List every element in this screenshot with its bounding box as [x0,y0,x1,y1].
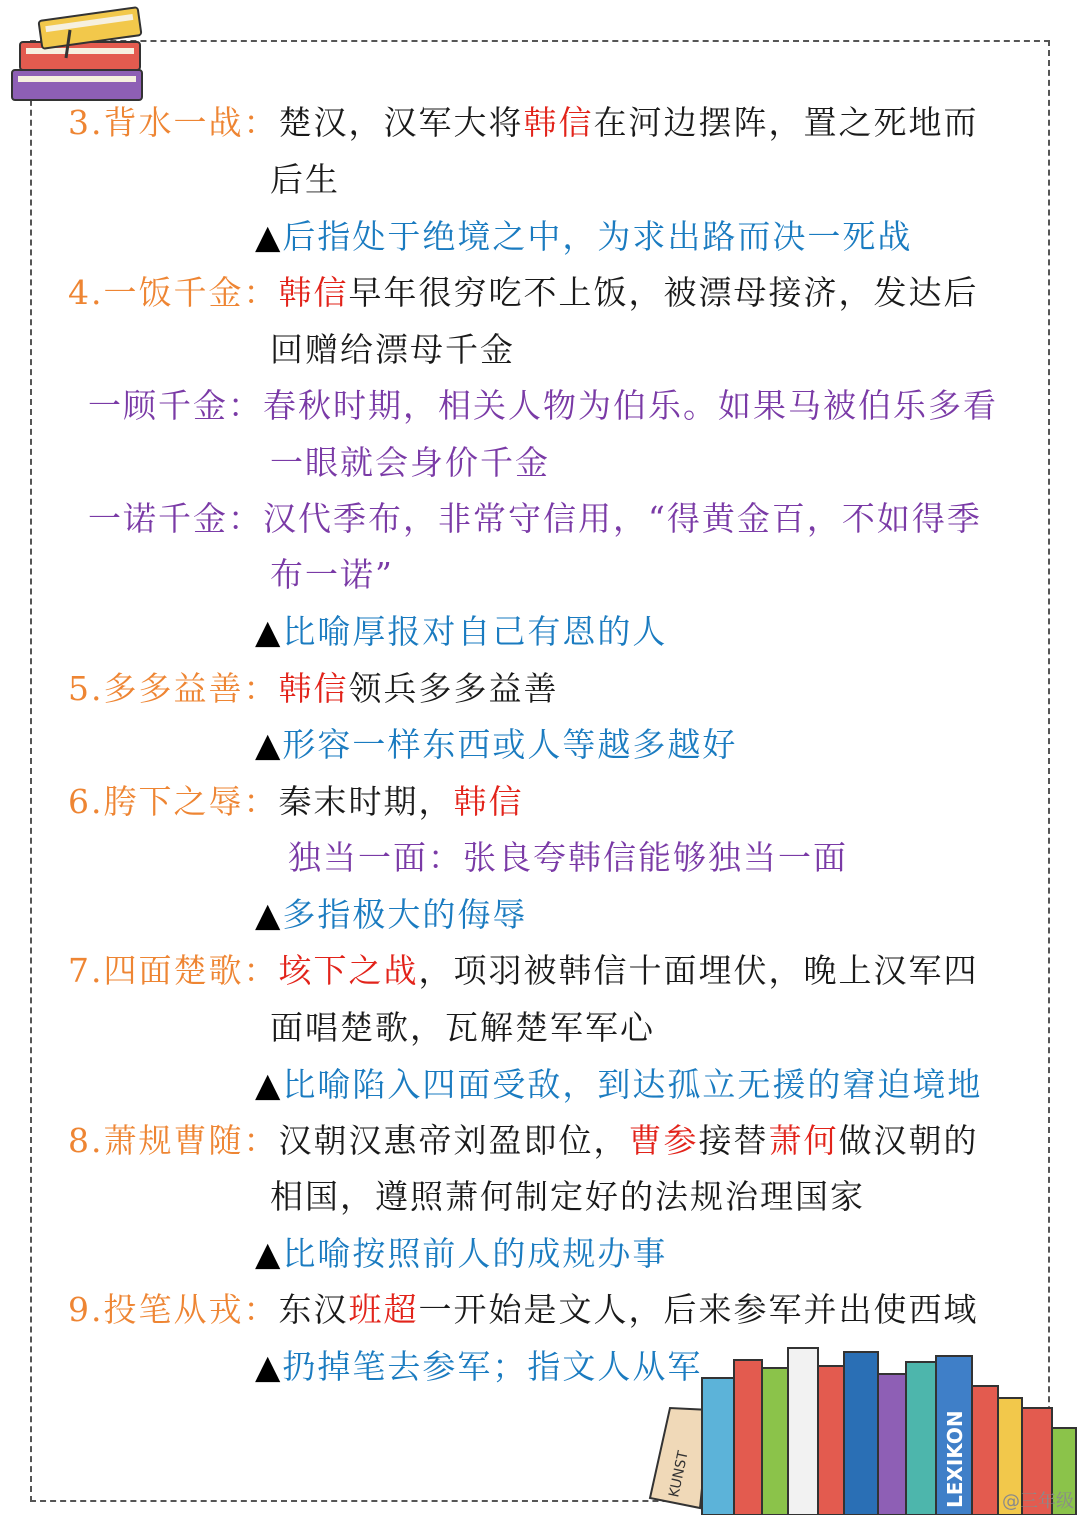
triangle-icon: ▲ [255,1065,283,1104]
event-name: 垓下之战 [278,951,419,990]
entry-6-line-1: 6.胯下之辱：秦末时期，韩信 [68,782,524,821]
idiom-title: 9.投笔从戎： [68,1290,279,1329]
triangle-icon: ▲ [255,895,283,934]
book-spine-label: LEXIKON [943,1410,967,1508]
idiom-title: 7.四面楚歌： [68,951,279,990]
related-idiom-2-line-2: 布一诺” [270,555,394,594]
entry-3-line-1: 3.背水一战：楚汉，汉军大将韩信在河边摆阵，置之死地而 [68,103,979,142]
idiom-title: 3.背水一战： [68,103,279,142]
related-idiom-line: 独当一面：张良夸韩信能够独当一面 [288,838,848,877]
related-idiom-2-line-1: 一诺千金：汉代季布，非常守信用，“得黄金百，不如得季 [88,499,982,538]
entry-9-meaning: ▲扔掉笔去参军；指文人从军 [255,1347,703,1386]
person-name: 韩信 [453,782,524,821]
book-spine-label: KUNST [666,1449,692,1499]
triangle-icon: ▲ [255,1347,283,1386]
person-name: 班超 [348,1290,419,1329]
entry-4-meaning: ▲比喻厚报对自己有恩的人 [255,612,668,651]
related-idiom-title: 一顾千金： [88,386,263,425]
entry-3-line-2: 后生 [270,160,340,199]
entry-5-meaning: ▲形容一样东西或人等越多越好 [255,725,738,764]
triangle-icon: ▲ [255,725,283,764]
dashed-border-frame [30,40,1050,1502]
entry-7-meaning: ▲比喻陷入四面受敌，到达孤立无援的窘迫境地 [255,1065,983,1104]
entry-8-line-1: 8.萧规曹随：汉朝汉惠帝刘盈即位，曹参接替萧何做汉朝的 [68,1121,979,1160]
related-idiom-1-line-2: 一眼就会身价千金 [270,443,550,482]
entry-3-meaning: ▲后指处于绝境之中，为求出路而决一死战 [255,217,913,256]
entry-8-line-2: 相国，遵照萧何制定好的法规治理国家 [270,1177,865,1216]
entry-8-meaning: ▲比喻按照前人的成规办事 [255,1234,668,1273]
entry-7-line-2: 面唱楚歌，瓦解楚军军心 [270,1008,655,1047]
triangle-icon: ▲ [255,612,283,651]
entry-5-line-1: 5.多多益善：韩信领兵多多益善 [68,669,559,708]
entry-4-line-1: 4.一饭千金：韩信早年很穷吃不上饭，被漂母接济，发达后 [68,273,979,312]
entry-9-line-1: 9.投笔从戎：东汉班超一开始是文人，后来参军并出使西域 [68,1290,979,1329]
book-stack-icon [0,0,160,110]
idiom-title: 8.萧规曹随： [68,1121,279,1160]
triangle-icon: ▲ [255,217,283,256]
person-name: 曹参 [628,1121,699,1160]
person-name: 韩信 [278,273,349,312]
triangle-icon: ▲ [255,1234,283,1273]
person-name: 韩信 [523,103,594,142]
idiom-title: 5.多多益善： [68,669,279,708]
related-idiom-1-line-1: 一顾千金：春秋时期，相关人物为伯乐。如果马被伯乐多看 [88,386,998,425]
idiom-title: 4.一饭千金： [68,273,279,312]
entry-7-line-1: 7.四面楚歌：垓下之战，项羽被韩信十面埋伏，晚上汉军四 [68,951,979,990]
person-name: 萧何 [768,1121,839,1160]
idiom-title: 6.胯下之辱： [68,782,279,821]
entry-6-meaning: ▲多指极大的侮辱 [255,895,528,934]
entry-4-line-2: 回赠给漂母千金 [270,330,515,369]
watermark: @三年级 [1002,1491,1074,1512]
person-name: 韩信 [278,669,349,708]
related-idiom-title: 一诺千金： [88,499,263,538]
